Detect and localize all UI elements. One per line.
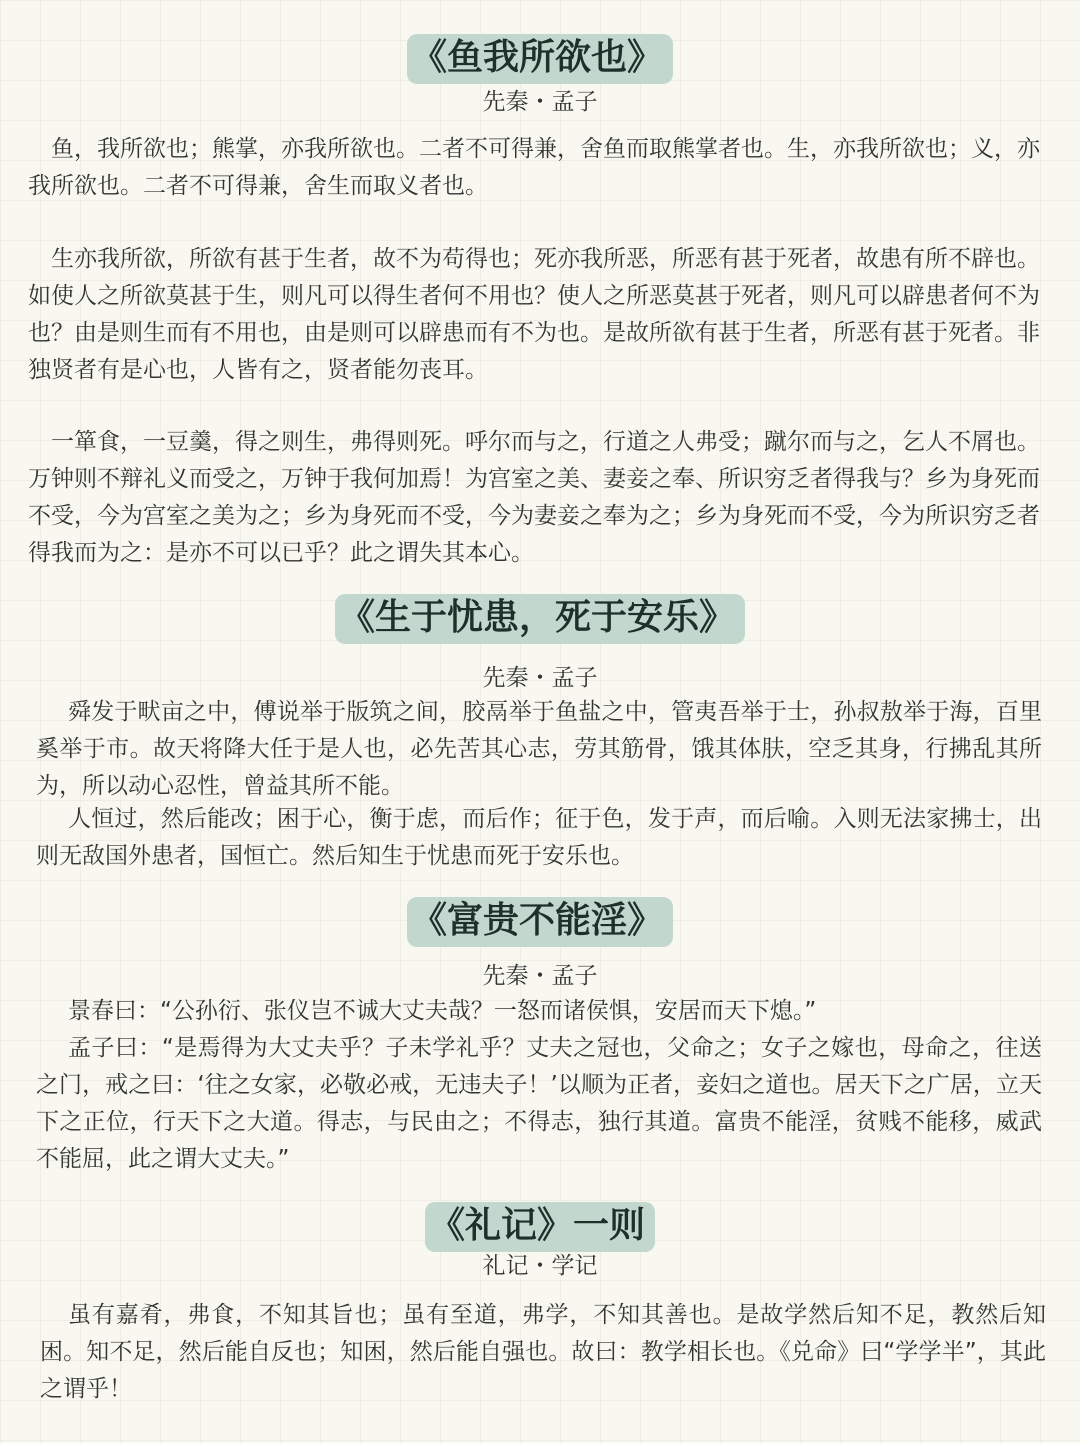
section-4-paragraph-1: 虽有嘉肴，弗食，不知其旨也；虽有至道，弗学，不知其善也。是故学然后知不足，教然后知困。知不足，然后能自反也；知困，然后能自强也。故曰：教学相长也。《兑命》曰“学学半”，其此之谓乎！ — [40, 1302, 1046, 1402]
section-1-title: 《鱼我所欲也》 — [407, 34, 673, 84]
section-3-title-wrap — [0, 897, 1080, 947]
section-1-paragraph-1: 鱼，我所欲也；熊掌，亦我所欲也。二者不可得兼，舍鱼而取熊掌者也。生，亦我所欲也；义，亦我所欲也。二者不可得兼，舍生而取义者也。 — [28, 136, 1040, 199]
section-3-paragraph-1: 景春曰：“公孙衍、张仪岂不诚大丈夫哉？一怒而诸侯惧，安居而天下熄。” — [68, 998, 817, 1024]
section-1-author: 先秦・孟子 — [482, 89, 598, 115]
section-1-title-wrap — [0, 34, 1080, 84]
section-3-paragraph-2: 孟子曰：“是焉得为大丈夫乎？子未学礼乎？丈夫之冠也，父命之；女子之嫁也，母命之，往送之门，戒之曰：‘往之女家，必敬必戒，无违夫子！’以顺为正者，妾妇之道也。居天下之广居，立天下之正位，行天下之大道。得志，与民由之；不得志，独行其道。富贵不能淫，贫贱不能移，威武不能屈，此之谓大丈夫。” — [36, 1035, 1042, 1172]
section-3-title: 《富贵不能淫》 — [407, 897, 673, 947]
section-1-paragraph-3: 一箪食，一豆羹，得之则生，弗得则死。呼尔而与之，行道之人弗受；蹴尔而与之，乞人不屑也。万钟则不辩礼义而受之，万钟于我何加焉！为宫室之美、妻妾之奉、所识穷乏者得我与？乡为身死而不受，今为宫室之美为之；乡为身死而不受，今为妻妾之奉为之；乡为身死而不受，今为所识穷乏者得我而为之：是亦不可以已乎？此之谓失其本心。 — [28, 429, 1040, 566]
section-2-paragraph-1: 舜发于畎亩之中，傅说举于版筑之间，胶鬲举于鱼盐之中，管夷吾举于士，孙叔敖举于海，百里奚举于市。故天将降大任于是人也，必先苦其心志，劳其筋骨，饿其体肤，空乏其身，行拂乱其所为，所以动心忍性，曾益其所不能。 — [36, 699, 1042, 799]
section-2-author: 先秦・孟子 — [482, 665, 598, 691]
section-1-paragraph-2: 生亦我所欲，所欲有甚于生者，故不为苟得也；死亦我所恶，所恶有甚于死者，故患有所不辟也。如使人之所欲莫甚于生，则凡可以得生者何不用也？使人之所恶莫甚于死者，则凡可以辟患者何不为也？由是则生而有不用也，由是则可以辟患而有不为也。是故所欲有甚于生者，所恶有甚于死者。非独贤者有是心也，人皆有之，贤者能勿丧耳。 — [28, 246, 1040, 383]
section-4-title: 《礼记》一则 — [425, 1202, 655, 1252]
section-4-author: 礼记・学记 — [482, 1253, 598, 1279]
section-3-author: 先秦・孟子 — [482, 963, 598, 989]
section-2-title-wrap — [0, 594, 1080, 644]
section-2-title: 《生于忧患，死于安乐》 — [335, 594, 745, 644]
section-2-paragraph-2: 人恒过，然后能改；困于心，衡于虑，而后作；征于色，发于声，而后喻。入则无法家拂士，出则无敌国外患者，国恒亡。然后知生于忧患而死于安乐也。 — [36, 806, 1042, 869]
section-4-title-wrap — [0, 1202, 1080, 1252]
